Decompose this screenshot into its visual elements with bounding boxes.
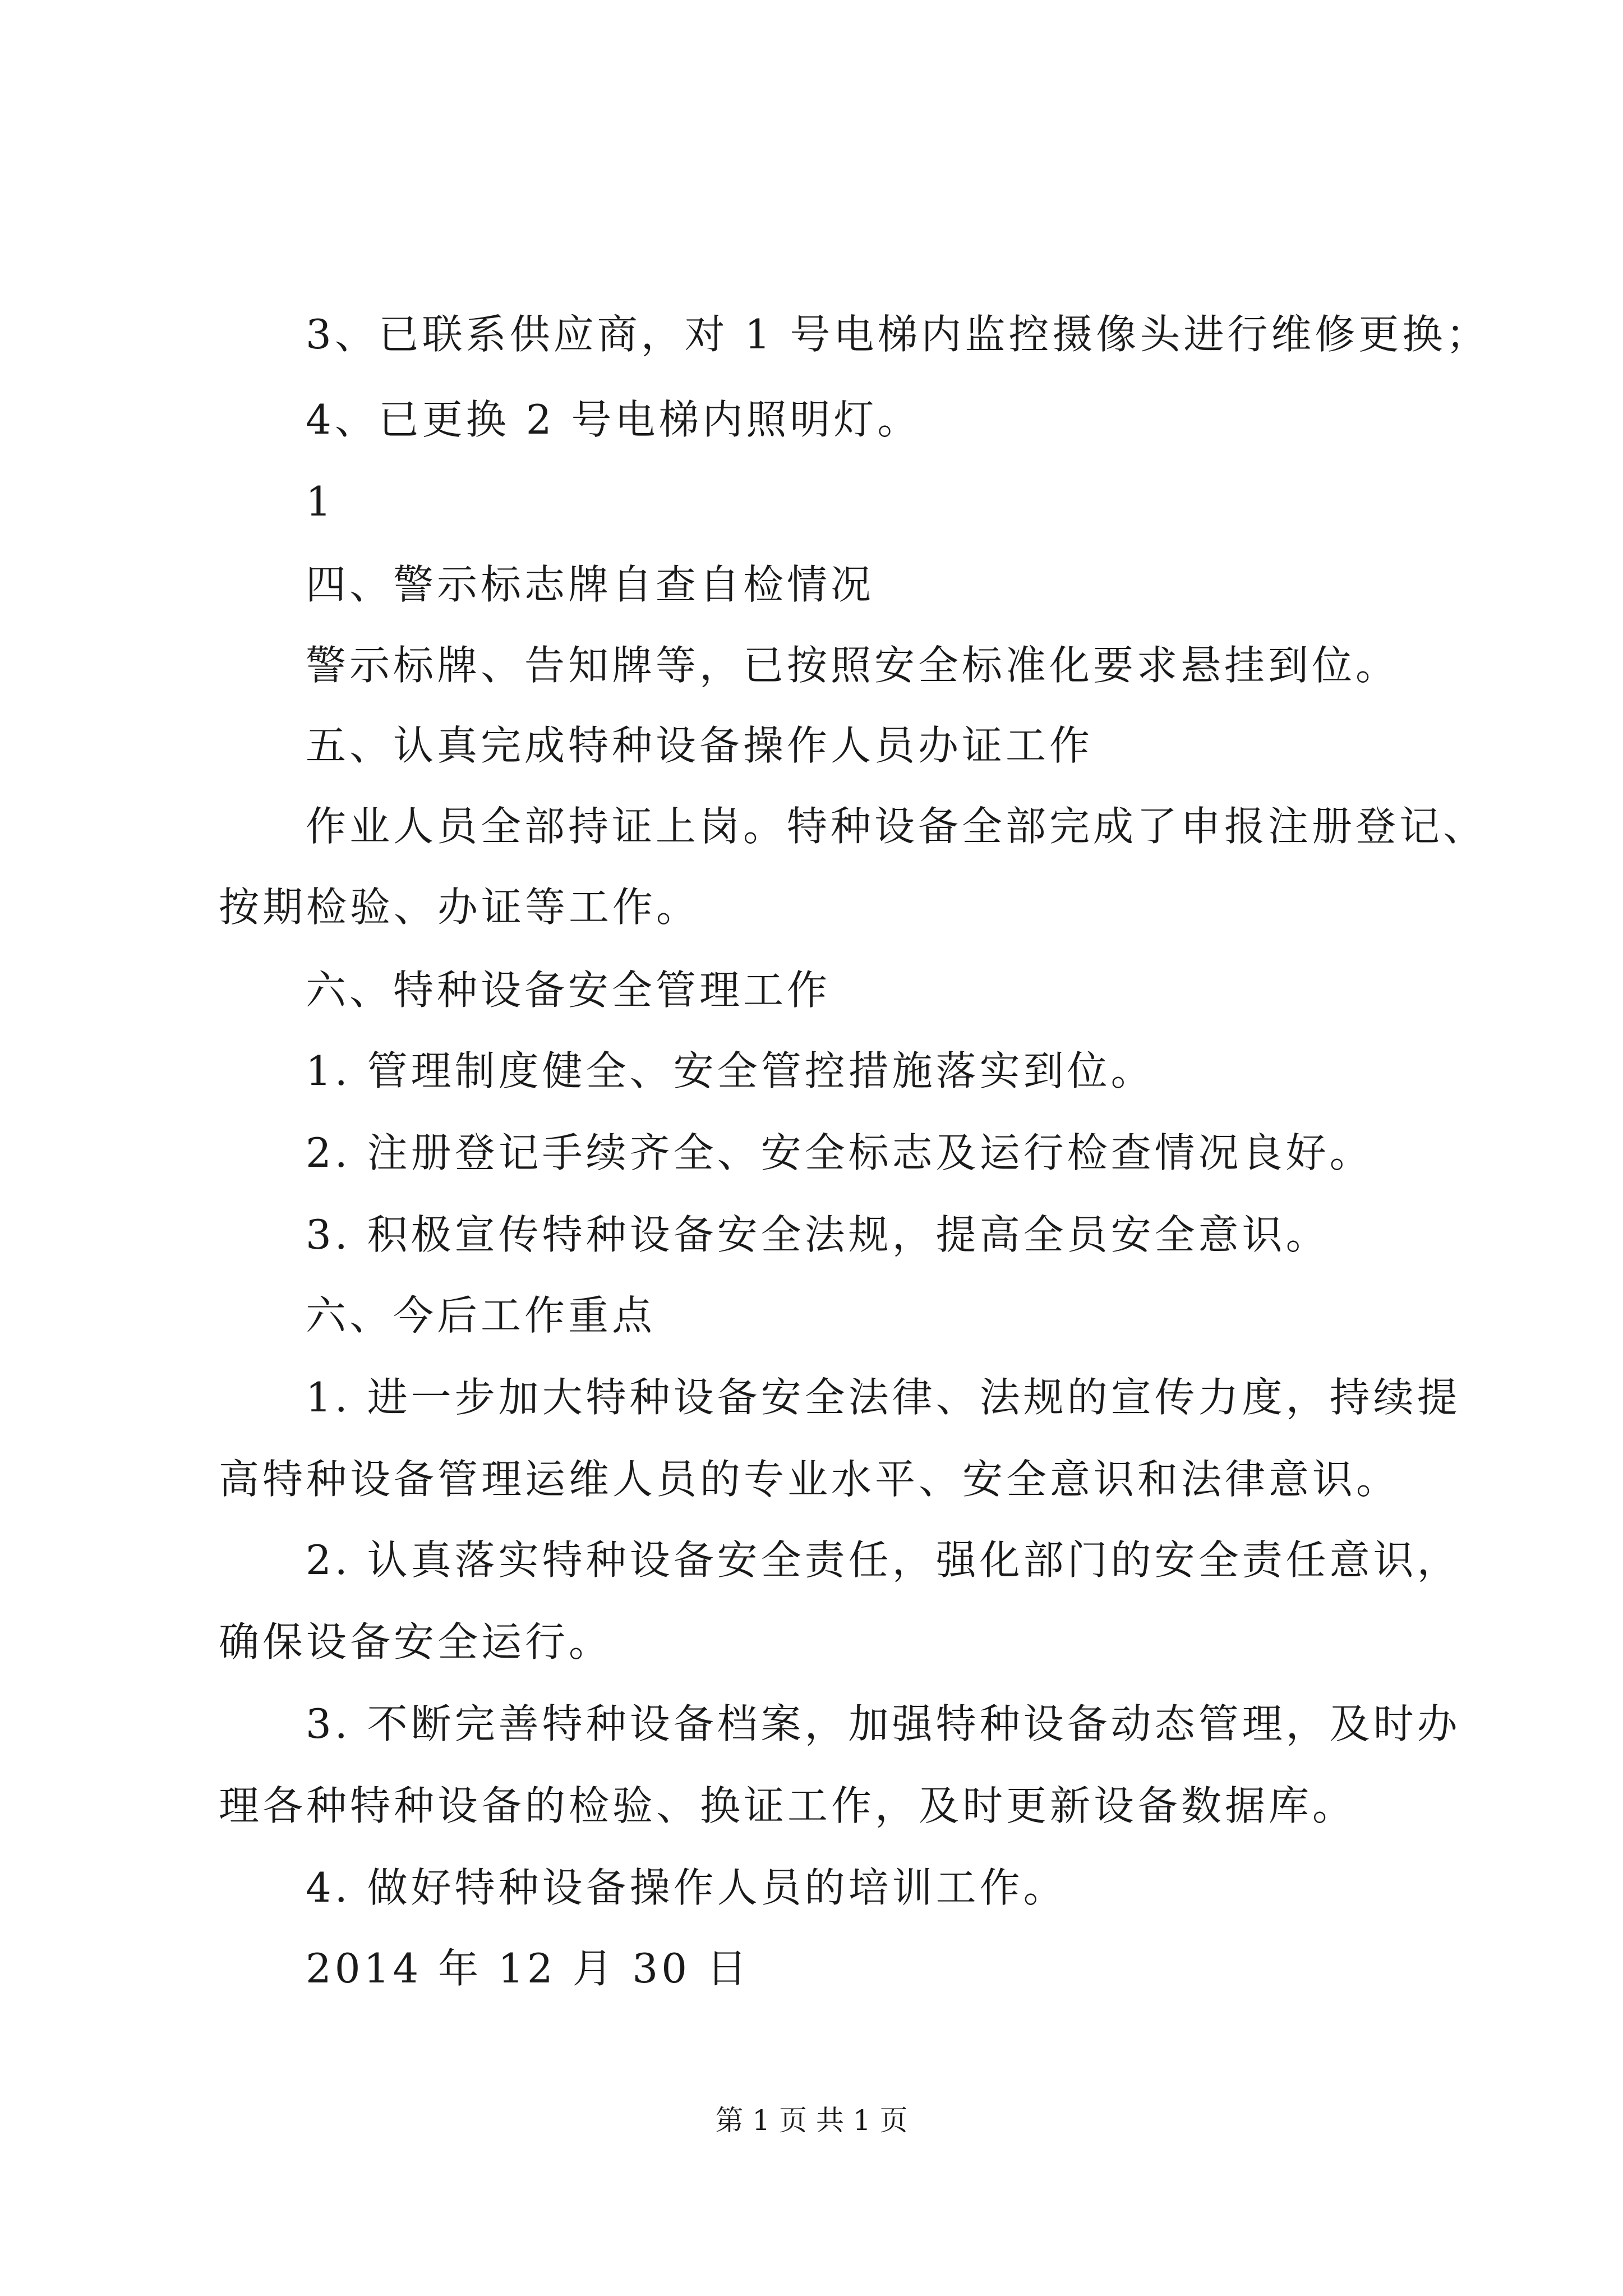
paragraph-line: 3、已联系供应商，对 1 号电梯内监控摄像头进行维修更换； [306,311,1490,358]
list-item-continuation: 确保设备安全运行。 [219,1618,613,1665]
list-item: 2. 认真落实特种设备安全责任，强化部门的安全责任意识， [306,1536,1461,1584]
list-item: 1. 进一步加大特种设备安全法律、法规的宣传力度，持续提 [306,1374,1461,1421]
paragraph-line: 1 [306,478,335,525]
list-item: 1. 管理制度健全、安全管控措施落实到位。 [306,1047,1155,1094]
paragraph-line: 警示标牌、告知牌等，已按照安全标准化要求悬挂到位。 [306,642,1400,689]
section-heading: 六、特种设备安全管理工作 [306,967,831,1014]
list-item: 4. 做好特种设备操作人员的培训工作。 [306,1864,1067,1911]
document-date: 2014 年 12 月 30 日 [306,1945,750,1992]
section-heading: 六、今后工作重点 [306,1292,656,1339]
paragraph-line: 4、已更换 2 号电梯内照明灯。 [306,396,921,443]
list-item: 2. 注册登记手续齐全、安全标志及运行检查情况良好。 [306,1129,1373,1176]
section-heading: 五、认真完成特种设备操作人员办证工作 [306,722,1094,769]
section-heading: 四、警示标志牌自查自检情况 [306,561,875,608]
list-item: 3. 不断完善特种设备档案，加强特种设备动态管理，及时办 [306,1700,1461,1747]
list-item: 3. 积极宣传特种设备安全法规，提高全员安全意识。 [306,1211,1330,1258]
list-item-continuation: 理各种特种设备的检验、换证工作，及时更新设备数据库。 [219,1782,1357,1829]
page-number-footer: 第 1 页 共 1 页 [715,2104,908,2137]
list-item-continuation: 高特种设备管理运维人员的专业水平、安全意识和法律意识。 [219,1456,1400,1503]
paragraph-line: 按期检验、办证等工作。 [219,884,700,931]
paragraph-line: 作业人员全部持证上岗。特种设备全部完成了申报注册登记、 [306,803,1487,850]
